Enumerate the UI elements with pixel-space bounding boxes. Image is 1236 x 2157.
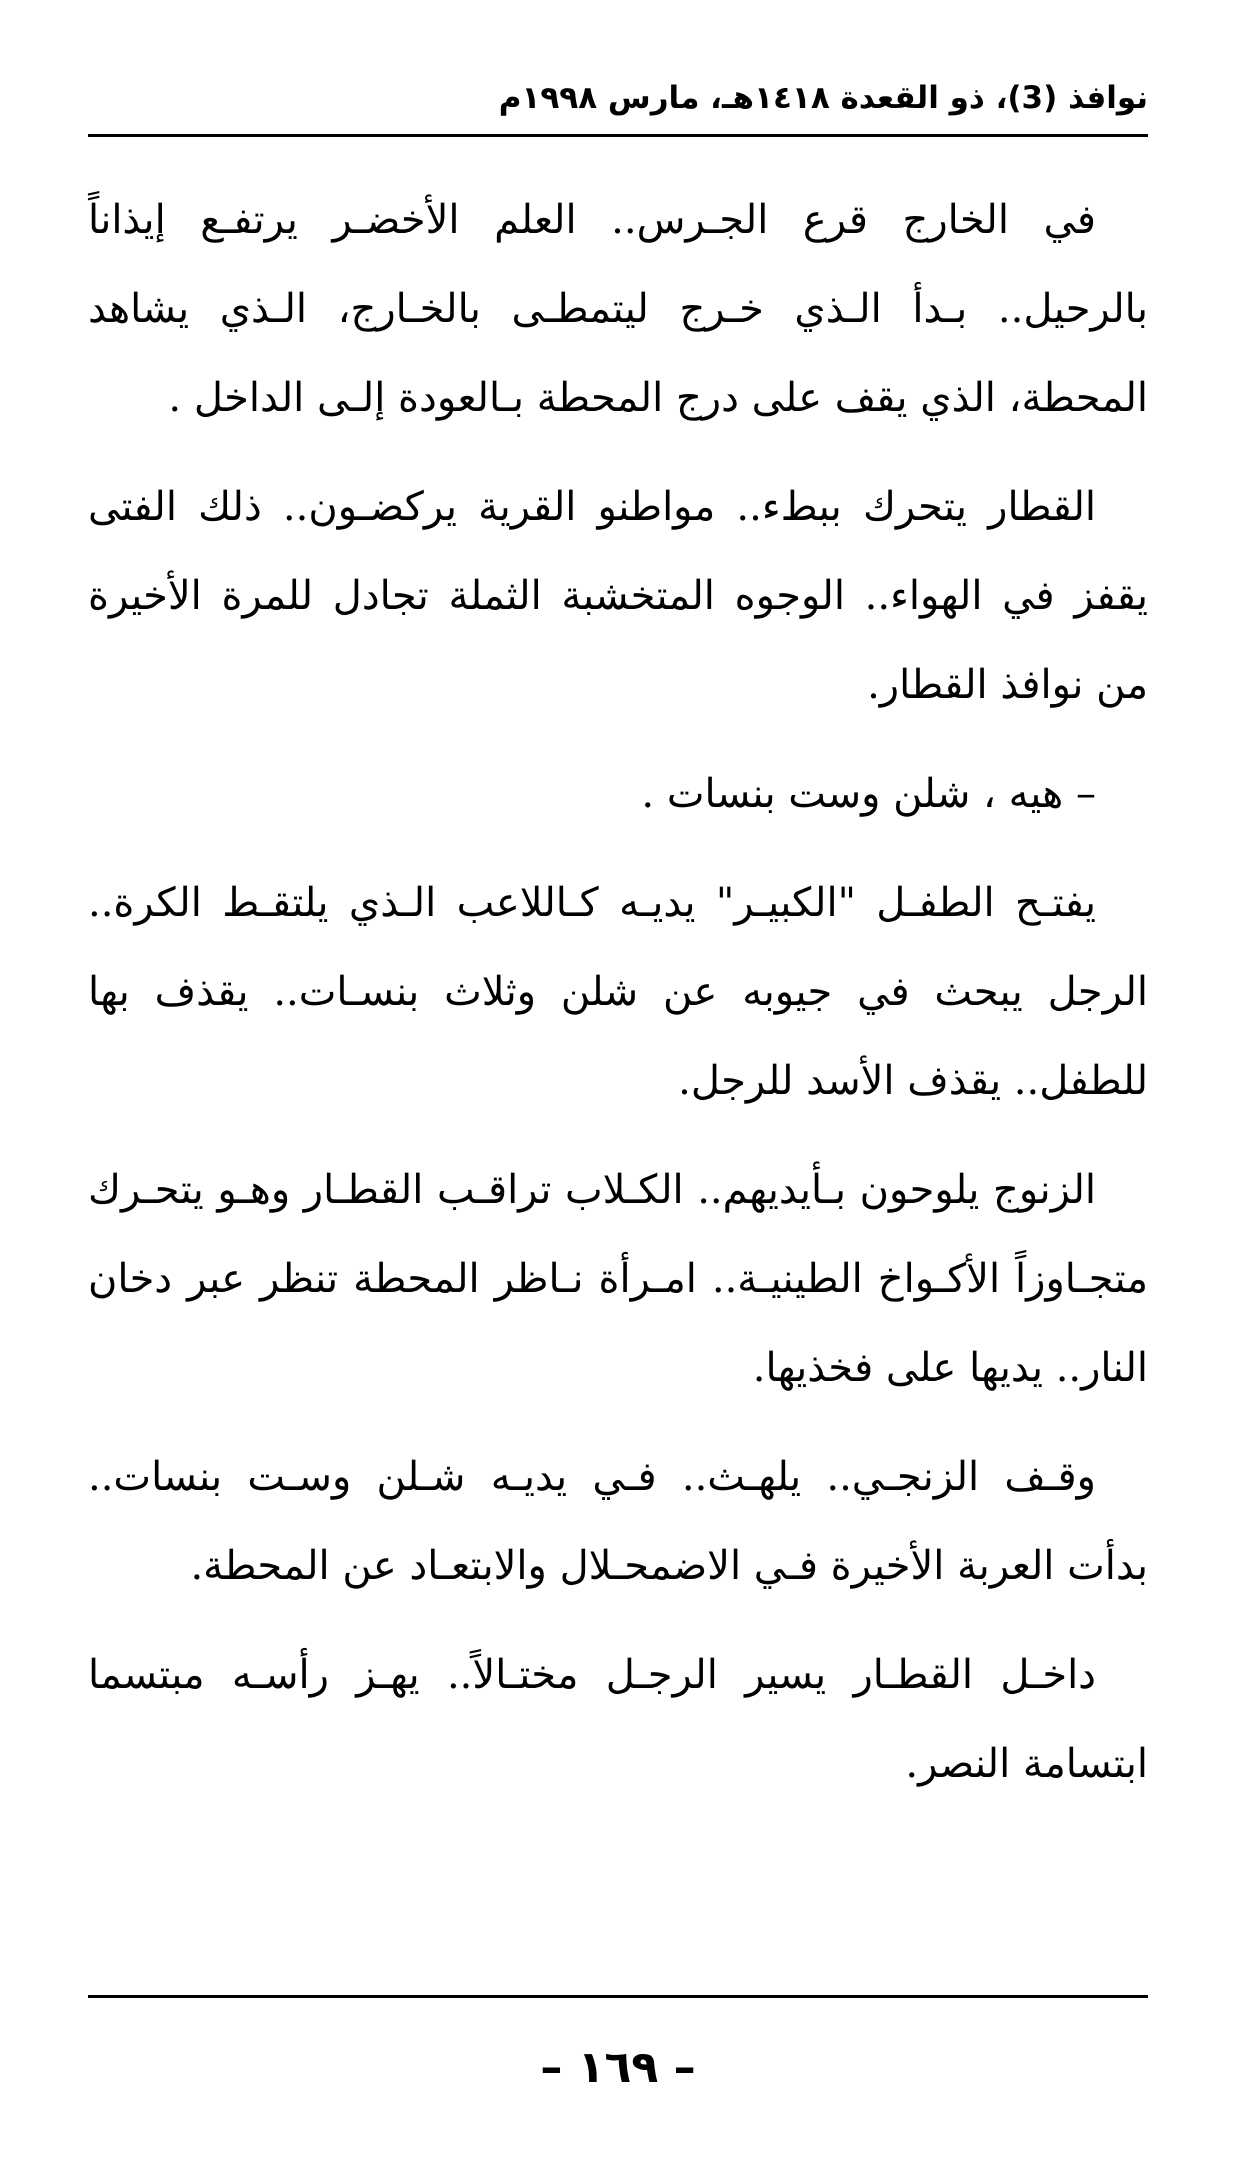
dialogue-line: – هيه ، شلن وست بنسات . [641, 771, 1096, 817]
paragraph-2: القطار يتحرك ببطء.. مواطنو القرية يركضـون.. ذلك الفتى يقفز في الهواء.. الوجوه المتخشبة الثملة تجادل للمرة الأخيرة من نوافذ القطار. [88, 484, 1148, 708]
page-number: – ١٦٩ – [540, 2042, 696, 2093]
paragraph-1: في الخارج قرع الجـرس.. العلم الأخضـر يرتفـع إيذاناً بالرحيل.. بـدأ الـذي خـرج ليتمطـى بالخـارج، الـذي يشاهد المحطة، الذي يقف على درج المحطة بـالعودة إلـى الداخل . [88, 197, 1148, 421]
paragraph-6: داخـل القطـار يسير الرجـل مختـالاً.. يهـز رأسـه مبتسما ابتسامة النصر. [88, 1652, 1148, 1787]
header-rule [88, 134, 1148, 137]
body-text [88, 176, 1148, 1829]
paragraph-4: الزنوج يلوحون بـأيديهم.. الكـلاب تراقـب القطـار وهـو يتحـرك متجـاوزاً الأكـواخ الطينيـة.. امـرأة نـاظر المحطة تنظر عبر دخان النار.. يديها على فخذيها. [88, 1167, 1148, 1391]
running-header: نوافذ (3)، ذو القعدة ١٤١٨هـ، مارس ١٩٩٨م [498, 80, 1148, 116]
footer-rule [88, 1995, 1148, 1998]
paragraph-3: يفتـح الطفـل "الكبيـر" يديـه كـاللاعب الـذي يلتقـط الكرة.. الرجل يبحث في جيوبه عن شلن وثلاث بنسـات.. يقذف بها للطفل.. يقذف الأسد للرجل. [88, 880, 1148, 1104]
paragraph-5: وقـف الزنجـي.. يلهـث.. فـي يديـه شـلن وسـت بنسات.. بدأت العربة الأخيرة فـي الاضمحـلال والابتعـاد عن المحطة. [88, 1454, 1148, 1589]
